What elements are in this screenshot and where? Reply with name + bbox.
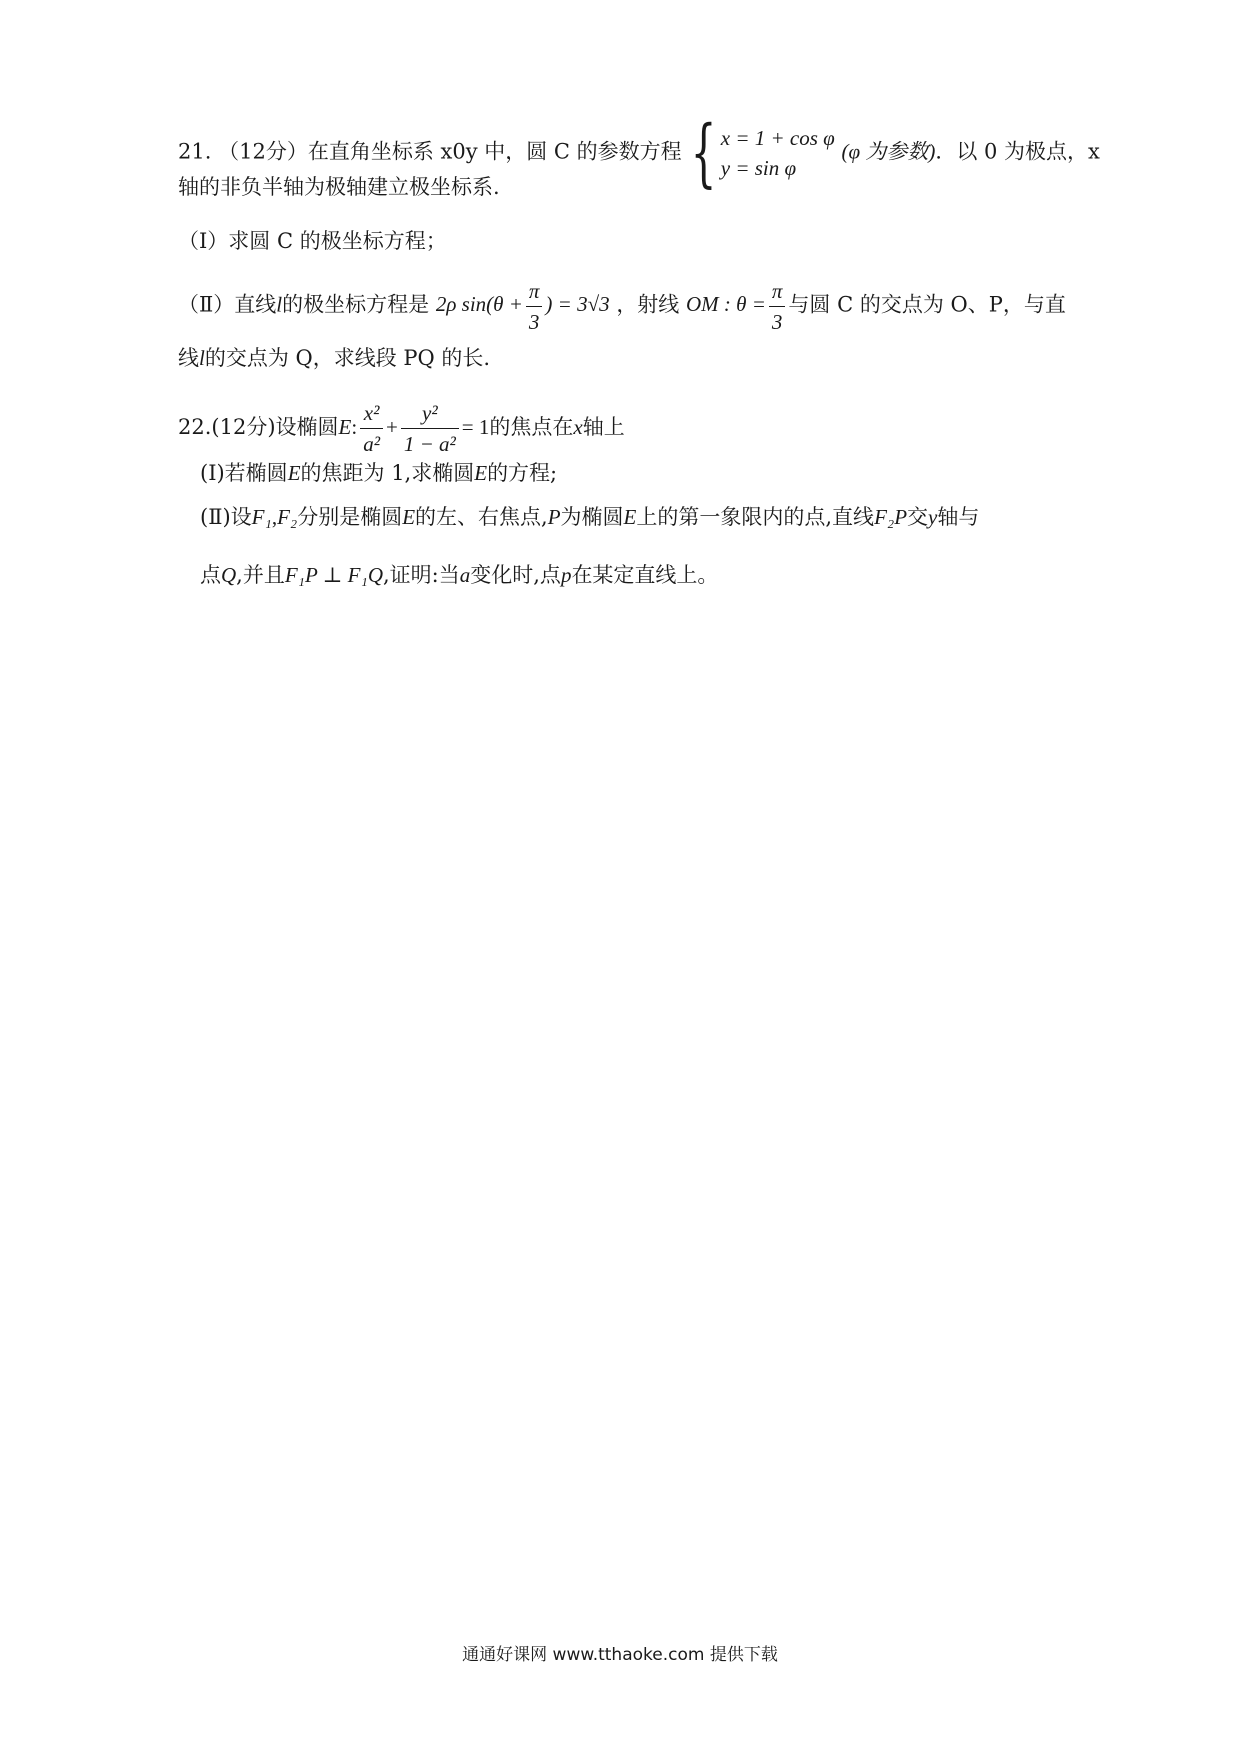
- q21-number: 21.: [178, 139, 212, 164]
- frac-num: π: [526, 276, 543, 307]
- q21-part2-prefix: （Ⅱ）直线: [178, 292, 277, 317]
- q21-score: （12分）: [218, 139, 308, 164]
- q22-l3-d: 变化时,点: [470, 563, 561, 587]
- y-var: y: [928, 505, 938, 529]
- x-var: x: [573, 415, 583, 439]
- q22-part1: [200, 458, 557, 488]
- q21-line2: 轴的非负半轴为极轴建立极坐标系.: [178, 175, 500, 199]
- q22-p1-E2: E: [474, 461, 488, 485]
- ray-eq: OM : θ =: [686, 292, 766, 317]
- frac-den: 3: [528, 310, 540, 334]
- eq-x: x = 1 + cos φ: [720, 126, 835, 150]
- param-note: (φ 为参数): [841, 139, 936, 164]
- x2-over-a2: [360, 398, 383, 459]
- q22-p1-b: 的焦距为 1,求椭圆: [300, 461, 475, 485]
- comma: ,: [271, 505, 278, 529]
- focus-text: 的焦点在: [489, 415, 574, 439]
- q21-part1: （Ⅰ）求圆 C 的极坐标方程；: [178, 229, 447, 253]
- q22-p2-f: 交: [907, 505, 929, 529]
- Q: Q: [221, 563, 237, 587]
- q22-p2-c: 的左、右焦点,: [415, 505, 548, 529]
- q21-part2-line2: [178, 343, 490, 373]
- P: P: [547, 505, 561, 529]
- eq-one: = 1: [461, 415, 490, 439]
- q22-part2: [200, 502, 979, 532]
- q22-p2-e: 上的第一象限内的点,直线: [636, 505, 875, 529]
- footer-text: 通通好课网 www.tthaoke.com 提供下载: [462, 1645, 778, 1665]
- q22-p2-E: E: [402, 505, 416, 529]
- F1P-perp-F1Q: F₁P ⊥ F₁Q: [284, 563, 383, 587]
- q22-p1-a: (Ⅰ)若椭圆: [200, 461, 288, 485]
- frac-a2: a²: [363, 432, 380, 456]
- line-eq-right: ) = 3√3: [545, 292, 610, 317]
- q21-part2-mid: 的极坐标方程是: [282, 292, 430, 317]
- q22-p2-b: 分别是椭圆: [297, 505, 403, 529]
- q21-p2l2-b: 的交点为 Q，求线段 PQ 的长.: [204, 346, 491, 370]
- q22-p1-E: E: [287, 461, 301, 485]
- q22-E: E: [338, 415, 352, 439]
- q22-l3-e: 在某定直线上。: [571, 563, 719, 587]
- ray-equation: [686, 279, 788, 334]
- q22-p2-d: 为椭圆: [560, 505, 624, 529]
- q22-line1: [178, 398, 625, 459]
- q21-intro: 在直角坐标系 x0y 中，圆 C 的参数方程: [307, 139, 682, 164]
- line-eq-left: 2ρ sin(θ +: [435, 292, 523, 317]
- p-var: p: [560, 563, 572, 587]
- left-brace: {: [690, 110, 717, 196]
- q22-number: 22.: [178, 415, 212, 439]
- frac-y2: y²: [401, 398, 459, 429]
- q22-p1-c: 的方程;: [487, 461, 558, 485]
- line-l: l: [276, 292, 283, 317]
- q22-colon: :: [351, 415, 358, 439]
- q22-part2-line2: [200, 560, 718, 590]
- parametric-system: [721, 123, 835, 183]
- frac-1ma2: 1 − a²: [403, 432, 456, 456]
- y2-over-1ma2: [401, 398, 459, 459]
- F2P: F₂P: [874, 505, 908, 529]
- q22-p2-a: (Ⅱ)设: [200, 505, 252, 529]
- line-equation: [435, 279, 610, 334]
- plus-sign: +: [385, 415, 398, 439]
- q22-l3-a: 点: [200, 563, 221, 587]
- ray-frac-num: π: [769, 276, 786, 307]
- eq-y: y = sin φ: [720, 156, 797, 180]
- q22-score: (12分): [211, 415, 276, 439]
- q21-part2: [178, 276, 1066, 337]
- F1: F₁: [251, 505, 272, 529]
- ray-frac-den: 3: [771, 310, 783, 334]
- q21-p2l2-l: l: [199, 346, 205, 370]
- q22-l3-b: ,并且: [236, 563, 285, 587]
- q22-l3-c: ,证明:当: [382, 563, 460, 587]
- axis-text: 轴上: [582, 415, 625, 439]
- frac-x2: x²: [360, 398, 383, 429]
- pi-over-three: [526, 276, 543, 337]
- q22-intro: 设椭圆: [275, 415, 339, 439]
- q21-after-system: ．以 0 为极点，x: [935, 139, 1100, 164]
- q22-p2-g: 轴与: [937, 505, 980, 529]
- a-var: a: [459, 563, 471, 587]
- q21-part2-after: 与圆 C 的交点为 O、P，与直: [788, 292, 1066, 317]
- F2: F₂: [277, 505, 298, 529]
- q21-p2l2-a: 线: [178, 346, 199, 370]
- q22-p2-E2: E: [623, 505, 637, 529]
- ray-label: ，射线: [616, 292, 680, 317]
- ray-fraction: [769, 276, 786, 337]
